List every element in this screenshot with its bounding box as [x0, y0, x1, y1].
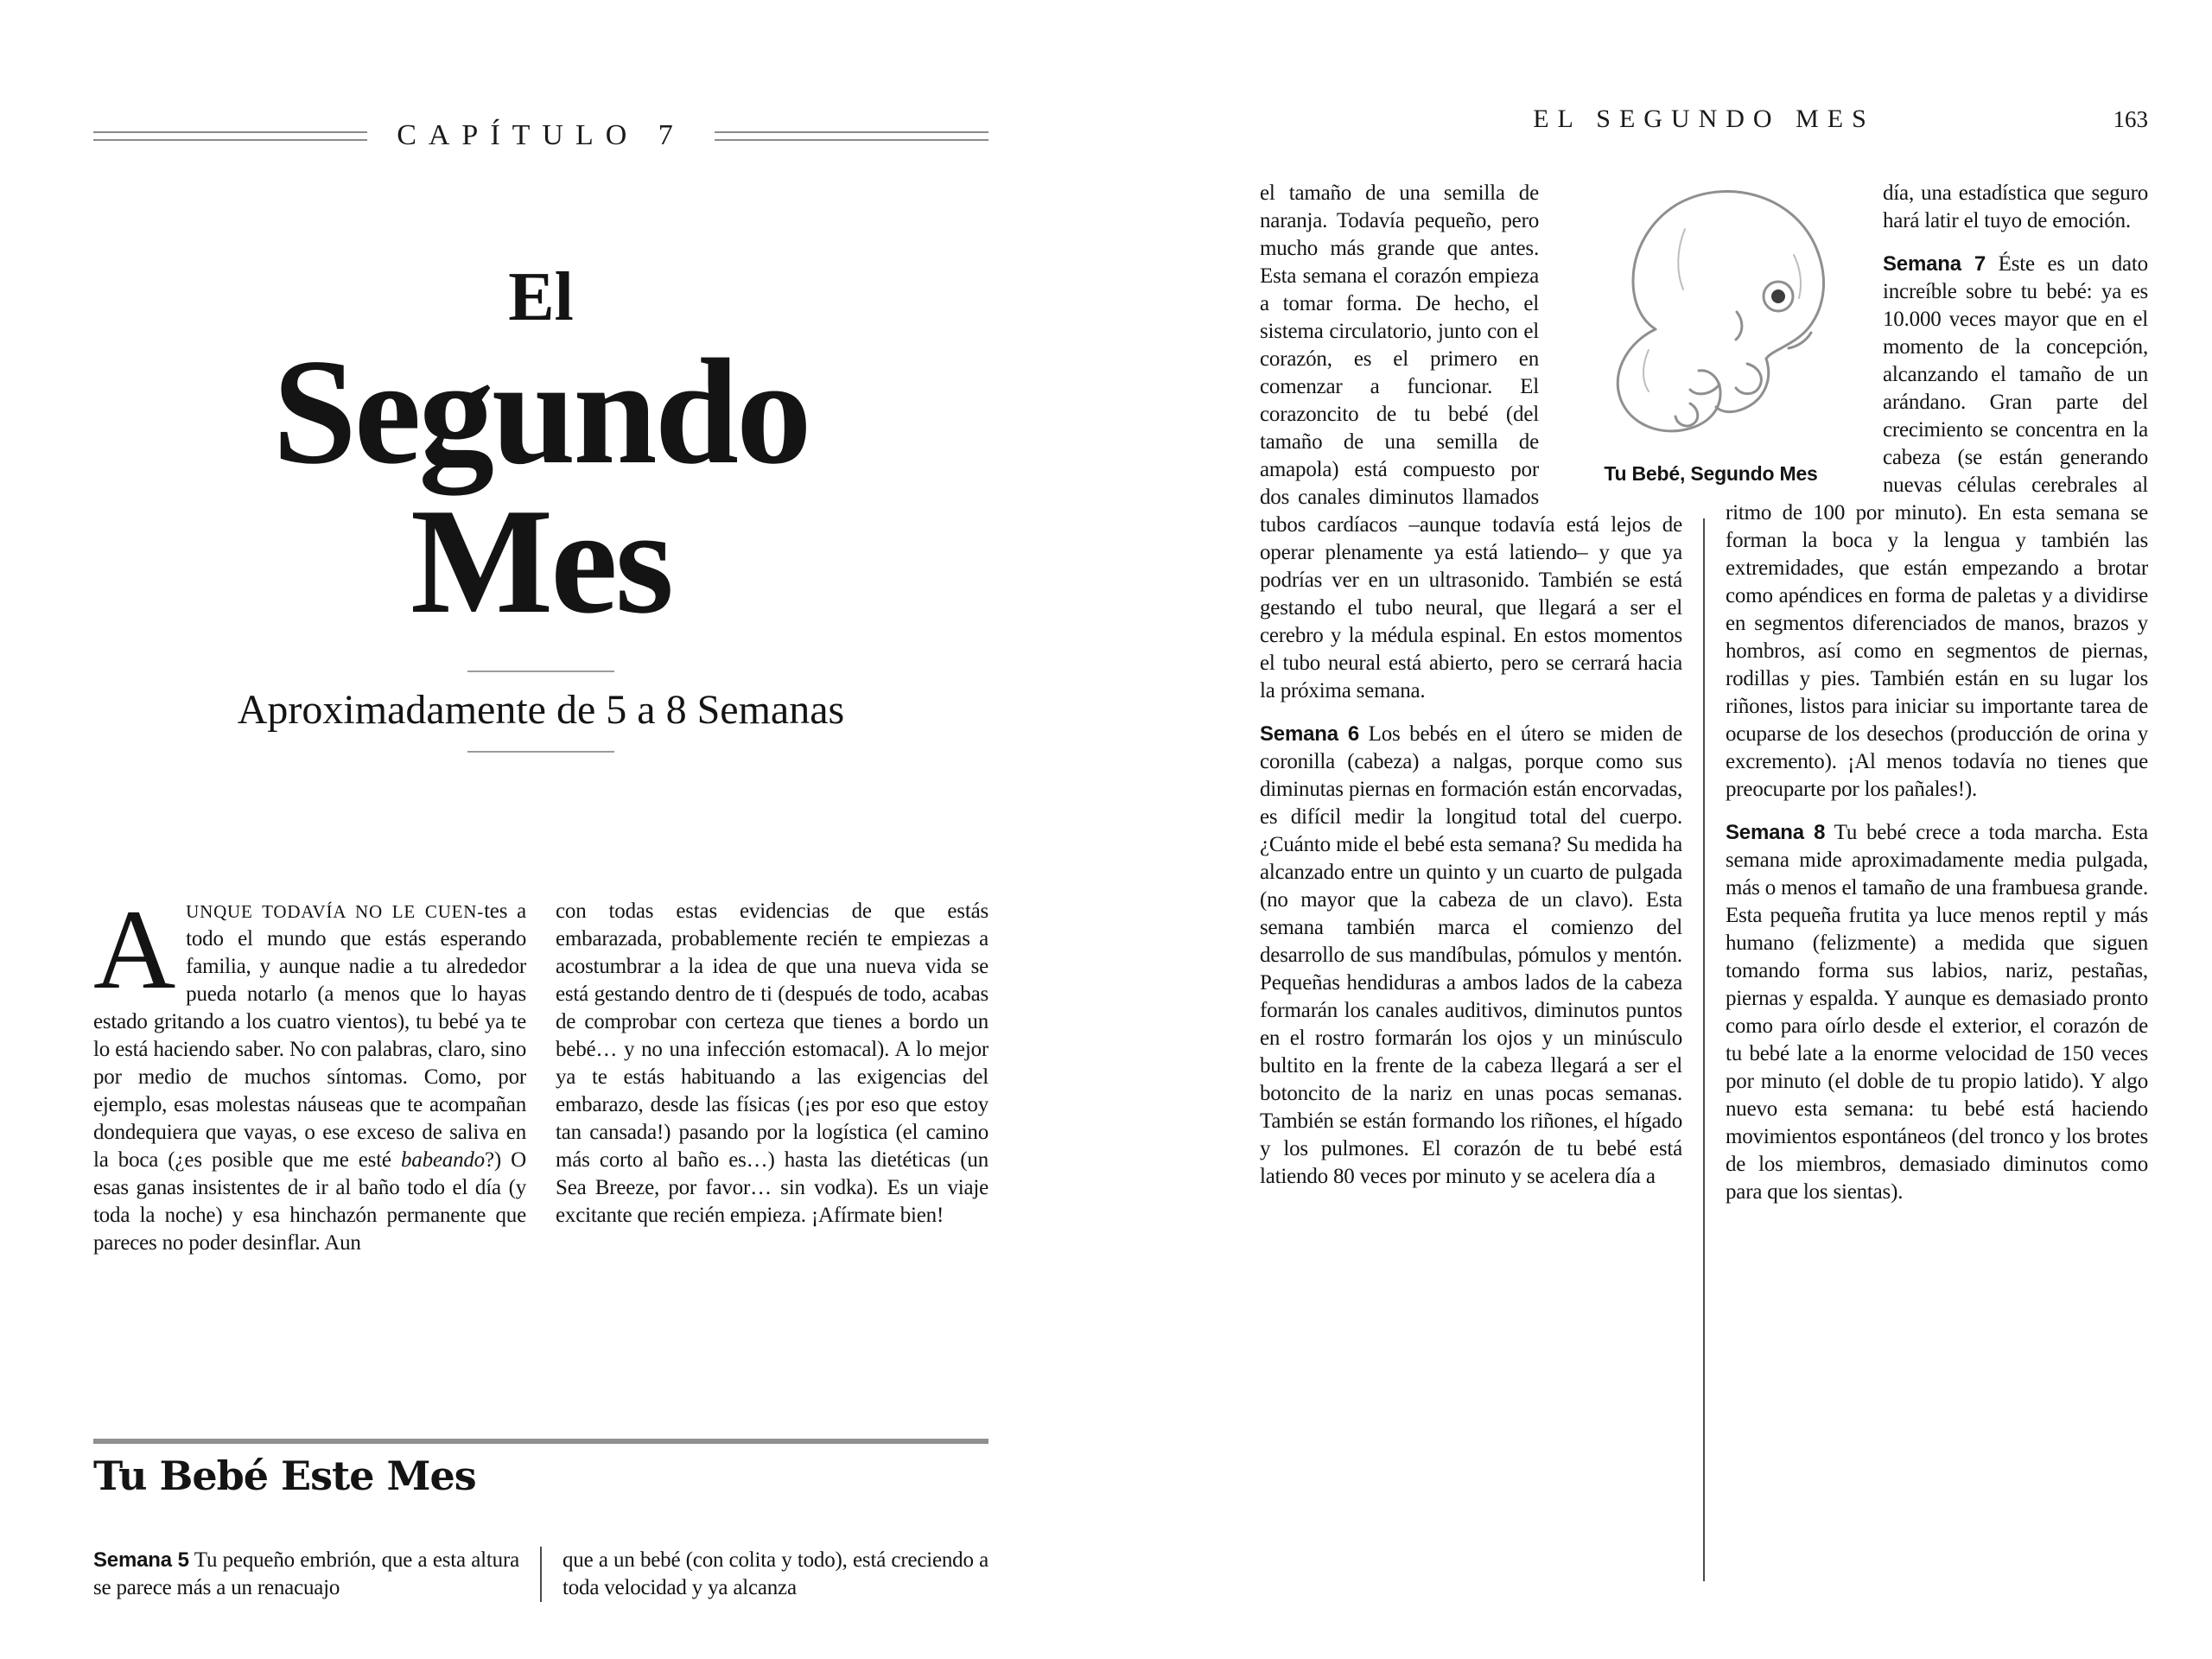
running-header-title: EL SEGUNDO MES: [1533, 105, 1875, 133]
chapter-rule-right: [715, 131, 988, 141]
section-divider-bar: [93, 1439, 988, 1444]
chapter-number: CAPÍTULO 7: [397, 119, 685, 151]
chapter-header: [93, 119, 988, 152]
page-left: [93, 0, 988, 1602]
section-title: Tu Bebé Este Mes: [93, 1452, 476, 1500]
running-header: [1260, 102, 2148, 137]
week5-paragraph: [93, 1547, 519, 1602]
column-divider-rule: [1703, 518, 1705, 1581]
fetus-eye: [1771, 289, 1785, 303]
fetus-illustration: [1546, 168, 1876, 454]
continuation-paragraph-col2: día, una estadística que seguro hará latir el tuyo de emoción.: [1883, 181, 2148, 232]
continuation-paragraph-col1: el tamaño de una semilla de naranja. Todavía pequeño, pero mucho más grande que antes. Esta semana el corazón empieza a tomar forma. De hecho, el sistema circulatorio, junto con el corazón, es el primero en comenzar a funcionar. El corazoncito de tu bebé (del tamaño de una semilla de amapola) está compuesto por dos canales diminutos llamados tubos cardíacos –aunque todavía está lejos de operar plenamente ya está latiendo– y que ya podrías ver en un ultrasonido. También se está gestando el tubo neural, que llegará a ser el cerebro y la médula espinal. En estos momentos el tubo neural está abierto, pero se cerrará hacia la próxima semana.: [1260, 181, 1682, 702]
book-title-line-1: El: [508, 259, 574, 335]
intro-italic-word: babeando: [400, 1148, 485, 1173]
intro-text-1b: ?) O esas ganas insistentes de ir al baño todo el día (y toda la noche) y esa hinchazón permanente que pareces no poder desinflar. Aun: [93, 1148, 526, 1255]
week5-columns: [93, 1547, 988, 1602]
intro-columns: [93, 886, 988, 1382]
week6-paragraph: [1260, 721, 1682, 1191]
week5-text-2: que a un bebé (con colita y todo), está creciendo a toda velocidad y ya alcanza: [563, 1548, 988, 1599]
week8-paragraph: [1726, 819, 2148, 1206]
drop-cap: A: [93, 886, 176, 1014]
intro-paragraph-1: [93, 886, 526, 1257]
week5-text-1: Tu pequeño embrión, que a esta altura se parece más a un renacuajo: [93, 1548, 519, 1599]
week6-text: Los bebés en el útero se miden de coronilla (cabeza) a nalgas, porque como sus diminutas piernas en formación están encorvadas, es difícil medir la longitud total del cuerpo. ¿Cuánto mide el bebé esta semana? Su medida ha alcanzado entre un quinto y un cuarto de pulgada (no mayor que la cabeza de un clavo). Esta semana también marca el comienzo del desarrollo de sus mandíbulas, pómulos y mentón. Pequeñas hendiduras a ambos lados de la cabeza formarán los canales auditivos, diminutos puntos en el rostro formarán los ojos y un minúsculo bultito en la frente de la cabeza llegará a ser el botoncito de la nariz en unas pocas semanas. También se están formando los riñones, el hígado y los pulmones. El corazón de tu bebé está latiendo 80 veces por minuto y se acelera día a: [1260, 722, 1682, 1188]
intro-column-2: [556, 898, 988, 1230]
subtitle-rule-bottom: [467, 751, 614, 753]
week8-label: Semana 8: [1726, 821, 1826, 844]
intro-paragraph-2: con todas estas evidencias de que estás embarazada, probablemente recién te empiezas a acostumbrar a la idea de que una nueva vida se está gestando dentro de ti (después de todo, acabas de comprobar con certeza que tienes a bordo un bebé… y no una infección estomacal). A lo mejor ya te estás habituando a las exigencias del embarazo, desde las físicas (¡es por eso que estoy tan cansada!) pasando por la logística (el camino más corto al baño es…) hasta las dietéticas (un Sea Breeze, por favor… sin vodka). Es un viaje excitante que recién empieza. ¡Afírmate bien!: [556, 899, 988, 1228]
page-number: 163: [2113, 106, 2148, 132]
fetus-figure: [1546, 168, 1876, 486]
week8-text: Tu bebé crece a toda marcha. Esta semana mide aproximadamente media pulgada, más o menos el tamaño de una frambuesa grande. Esta pequeña frutita ya luce menos reptil y más humano (felizmente) a medida que siguen tomando forma sus labios, nariz, pestañas, piernas y espalda. Y aunque es demasiado pronto como para oírlo desde el exterior, el corazón de tu bebé late a la enorme velocidad de 150 veces por minuto (el doble de tu propio latido). Y algo nuevo esta semana: tu bebé está haciendo movimientos espontáneos (del tronco y los brotes de los miembros, demasiado diminutos como para que los sientas).: [1726, 821, 2149, 1204]
page-right: [1260, 0, 2148, 1206]
intro-text-1a: tes a todo el mundo que estás esperando familia, y aunque nadie a tu alrededor pueda notarlo (a menos que lo hayas estado gritando a los cuatro vientos), tu bebé ya te lo está haciendo saber. No con palabras, claro, sino por medio de muchos síntomas. Como, por ejemplo, esas molestas náuseas que te acompañan dondequiera que vayas, o ese exceso de saliva en la boca (¿es posible que me esté: [93, 899, 526, 1173]
book-title-line-2: Segundo: [272, 327, 810, 495]
subtitle-rule-top: [467, 671, 614, 672]
chapter-rule-left: [93, 131, 367, 141]
opening-small-caps: UNQUE TODAVÍA NO LE CUEN-: [186, 901, 485, 923]
week7-label: Semana 7: [1883, 252, 1986, 276]
chapter-subtitle: Aproximadamente de 5 a 8 Semanas: [237, 687, 845, 733]
figure-caption: Tu Bebé, Segundo Mes: [1604, 462, 1818, 485]
intro-column-1: [93, 886, 526, 1257]
week5-label: Semana 5: [93, 1548, 189, 1572]
book-title-line-3: Mes: [410, 477, 671, 645]
week6-label: Semana 6: [1260, 722, 1360, 746]
week5-column-2: [540, 1547, 988, 1602]
week7-text: Éste es un dato increíble sobre tu bebé: ya es 10.000 veces mayor que en el momento de la concepción, alcanzando el tamaño de un arándano. Gran parte del crecimiento se concentra en la cabeza (se están generando nuevas células cerebrales al ritmo de 100 por minuto). En esta semana se forman la boca y la lengua y también las extremidades, que están empezando a brotar como apéndices en forma de paletas y a dividirse en segmentos diferenciados de manos, brazos y hombros, así como en segmentos de piernas, rodillas y pies. También están en su lugar los riñones, listos para iniciar su importante tarea de ocuparse de los desechos (producción de orina y excremento). ¡Al menos todavía no tienes que preocuparte por los pañales!).: [1726, 252, 2148, 801]
week5-column-1: [93, 1547, 540, 1602]
